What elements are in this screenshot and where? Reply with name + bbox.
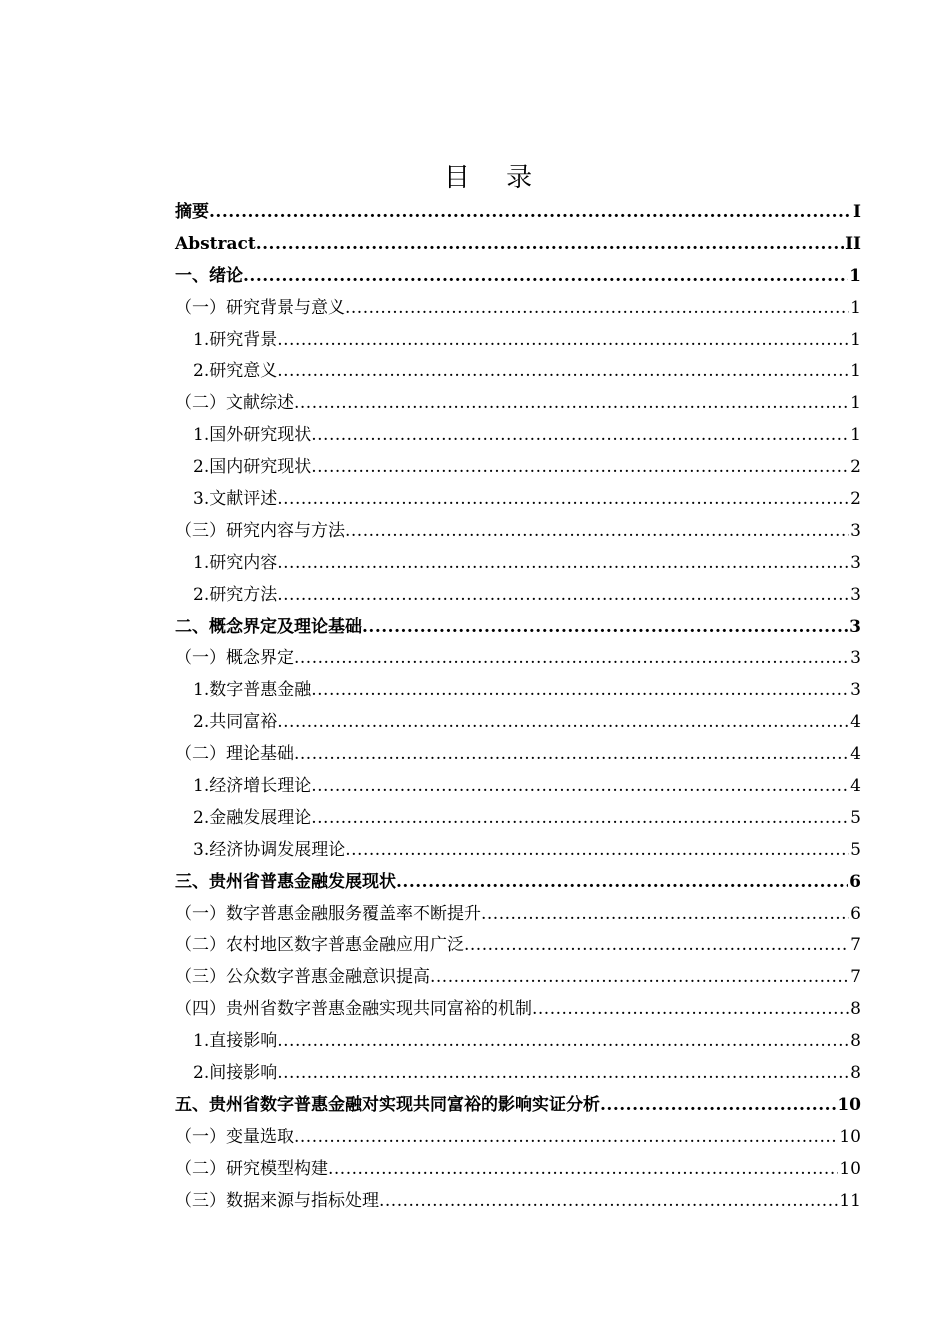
toc-entry-label: 2.共同富裕 [193, 712, 278, 733]
toc-entry-label: 1.经济增长理论 [193, 776, 312, 797]
toc-dot-leader [294, 739, 849, 771]
toc-entry[interactable] [175, 325, 861, 357]
toc-entry-page-number: 8 [850, 999, 861, 1020]
toc-dot-leader [209, 197, 852, 229]
toc-dot-leader [294, 388, 849, 420]
toc-entry-label: （二）文献综述 [175, 393, 294, 414]
toc-entry-page-number: I [853, 202, 861, 222]
toc-entry-label: 2.国内研究现状 [193, 457, 312, 478]
toc-dot-leader [294, 1122, 838, 1154]
toc-entry-page-number: 3 [850, 648, 861, 669]
toc-entry-label: 2.研究方法 [193, 584, 278, 605]
toc-entry-page-number: 2 [850, 489, 861, 510]
toc-entry[interactable] [175, 1090, 861, 1122]
toc-dot-leader [328, 1154, 838, 1186]
toc-entry-label: （一）概念界定 [175, 648, 294, 669]
toc-entry[interactable] [175, 452, 861, 484]
toc-entry[interactable] [175, 739, 861, 771]
toc-entry-label: 1.直接影响 [193, 1031, 278, 1052]
toc-dot-leader [532, 994, 849, 1026]
toc-dot-leader [277, 325, 849, 357]
toc-entry-label: 2.金融发展理论 [193, 807, 312, 828]
toc-entry[interactable] [175, 1058, 861, 1090]
toc-entry-label: （三）数据来源与指标处理 [175, 1190, 379, 1211]
toc-dot-leader [277, 1058, 849, 1090]
toc-entry[interactable] [175, 229, 861, 261]
table-of-contents [175, 197, 861, 1218]
toc-entry-label: 1.研究内容 [193, 552, 278, 573]
toc-dot-leader [243, 261, 848, 293]
toc-entry-label: （二）农村地区数字普惠金融应用广泛 [175, 935, 464, 956]
toc-entry-label: （一）研究背景与意义 [175, 297, 345, 318]
toc-entry-page-number: 7 [850, 967, 861, 988]
toc-entry[interactable] [175, 867, 861, 899]
toc-dot-leader [311, 452, 849, 484]
toc-entry-label: 二、概念界定及理论基础 [175, 616, 362, 637]
toc-dot-leader [277, 548, 849, 580]
toc-dot-leader [256, 229, 844, 261]
toc-entry[interactable] [175, 803, 861, 835]
toc-entry-page-number: 1 [849, 265, 861, 286]
toc-entry-label: 2.研究意义 [193, 361, 278, 382]
toc-entry-page-number: 1 [850, 393, 861, 414]
toc-dot-leader [277, 484, 849, 516]
toc-entry[interactable] [175, 580, 861, 612]
toc-dot-leader [277, 580, 849, 612]
toc-entry[interactable] [175, 835, 861, 867]
toc-entry[interactable] [175, 261, 861, 293]
toc-entry[interactable] [175, 994, 861, 1026]
toc-entry[interactable] [175, 962, 861, 994]
toc-entry-label: 3.文献评述 [193, 489, 278, 510]
toc-entry-label: （一）变量选取 [175, 1126, 294, 1147]
toc-entry-label: （三）公众数字普惠金融意识提高 [175, 967, 430, 988]
toc-entry-label: （二）理论基础 [175, 744, 294, 765]
toc-entry-page-number: 1 [850, 425, 861, 446]
toc-dot-leader [396, 867, 848, 899]
toc-dot-leader [277, 356, 849, 388]
toc-entry-page-number: 3 [850, 552, 861, 573]
page-title: 目 录 [443, 163, 547, 193]
toc-entry-page-number: 1 [850, 361, 861, 382]
toc-entry[interactable] [175, 612, 861, 644]
toc-entry-page-number: 5 [850, 807, 861, 828]
toc-entry[interactable] [175, 675, 861, 707]
toc-entry-page-number: 1 [850, 329, 861, 350]
toc-entry-page-number: 8 [850, 1031, 861, 1052]
toc-entry-label: （二）研究模型构建 [175, 1158, 328, 1179]
toc-dot-leader [311, 771, 849, 803]
toc-entry-page-number: 3 [850, 584, 861, 605]
toc-entry-page-number: 6 [849, 871, 861, 892]
toc-entry[interactable] [175, 930, 861, 962]
toc-dot-leader [362, 612, 848, 644]
toc-entry[interactable] [175, 771, 861, 803]
toc-entry-page-number: 2 [850, 457, 861, 478]
toc-entry-page-number: 8 [850, 1063, 861, 1084]
toc-entry-page-number: 4 [850, 744, 861, 765]
toc-entry-page-number: 3 [850, 520, 861, 541]
toc-entry[interactable] [175, 356, 861, 388]
toc-dot-leader [464, 930, 849, 962]
toc-entry-label: 1.数字普惠金融 [193, 680, 312, 701]
toc-entry-label: 1.国外研究现状 [193, 425, 312, 446]
toc-entry[interactable] [175, 707, 861, 739]
toc-dot-leader [277, 1026, 849, 1058]
toc-entry[interactable] [175, 1154, 861, 1186]
toc-entry[interactable] [175, 899, 861, 931]
toc-entry-page-number: 3 [849, 616, 861, 637]
toc-entry-page-number: 3 [850, 680, 861, 701]
toc-entry[interactable] [175, 388, 861, 420]
toc-entry-label: （三）研究内容与方法 [175, 520, 345, 541]
toc-entry[interactable] [175, 643, 861, 675]
toc-dot-leader [311, 803, 849, 835]
toc-dot-leader [311, 420, 849, 452]
toc-dot-leader [430, 962, 849, 994]
toc-entry[interactable] [175, 293, 861, 325]
toc-dot-leader [379, 1186, 838, 1218]
toc-entry-page-number: 10 [839, 1126, 861, 1147]
toc-entry[interactable] [175, 484, 861, 516]
toc-entry-label: 3.经济协调发展理论 [193, 839, 346, 860]
toc-entry-page-number: 6 [850, 903, 861, 924]
toc-entry[interactable] [175, 420, 861, 452]
toc-entry[interactable] [175, 1186, 861, 1218]
toc-entry-page-number: 4 [850, 776, 861, 797]
toc-entry-page-number: 10 [837, 1094, 861, 1115]
toc-entry[interactable] [175, 1122, 861, 1154]
toc-entry-label: 摘要 [175, 202, 209, 222]
toc-entry[interactable] [175, 1026, 861, 1058]
toc-entry-page-number: 11 [839, 1190, 861, 1211]
toc-entry-page-number: 5 [850, 839, 861, 860]
toc-dot-leader [294, 643, 849, 675]
toc-entry-page-number: 7 [850, 935, 861, 956]
toc-entry-label: （一）数字普惠金融服务覆盖率不断提升 [175, 903, 481, 924]
toc-entry[interactable] [175, 516, 861, 548]
toc-dot-leader [481, 899, 849, 931]
toc-entry-label: 2.间接影响 [193, 1063, 278, 1084]
toc-entry-label: 1.研究背景 [193, 329, 278, 350]
toc-dot-leader [345, 293, 849, 325]
toc-entry[interactable] [175, 548, 861, 580]
toc-entry[interactable] [175, 197, 861, 229]
toc-entry-label: 三、贵州省普惠金融发展现状 [175, 871, 396, 892]
toc-entry-label: Abstract [175, 233, 256, 254]
toc-entry-label: 一、绪论 [175, 265, 243, 286]
toc-dot-leader [277, 707, 849, 739]
toc-entry-page-number: 10 [839, 1158, 861, 1179]
toc-dot-leader [600, 1090, 836, 1122]
toc-entry-page-number: II [845, 233, 861, 254]
toc-entry-page-number: 1 [850, 297, 861, 318]
toc-dot-leader [311, 675, 849, 707]
toc-entry-label: （四）贵州省数字普惠金融实现共同富裕的机制 [175, 999, 532, 1020]
toc-dot-leader [345, 835, 849, 867]
toc-entry-page-number: 4 [850, 712, 861, 733]
toc-entry-label: 五、贵州省数字普惠金融对实现共同富裕的影响实证分析 [175, 1094, 600, 1115]
toc-dot-leader [345, 516, 849, 548]
